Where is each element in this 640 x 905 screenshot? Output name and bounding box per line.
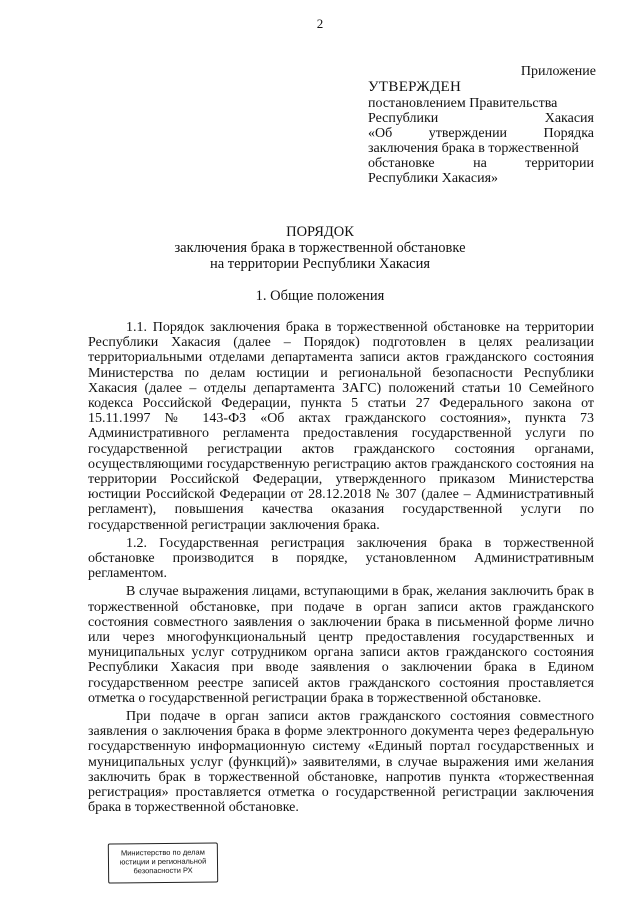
paragraph: 1.1. Порядок заключения брака в торжественной обстановке на территории Республики Хакасия (далее – Порядок) подготовлен в целях реализации территориальными отделами департамента записи актов гражданского состояния Министерства по делам юстиции и региональной безопасности Республики Хакасия (далее – отделы департамента ЗАГС) положений статьи 10 Семейного кодекса Российской Федерации, пункта 5 статьи 27 Федерального закона от 15.11.1997 № 143-ФЗ «Об актах гражданского состояния», пункта 73 Административного регламента предоставления государственной услуги по государственной регистрации актов гражданского состояния органами, осуществляющими государственную регистрацию актов гражданского состояния на территории Российской Федерации, утвержденного приказом Министерства юстиции Российской Федерации от 28.12.2018 № 307 (далее – Административный регламент), повышения качества оказания государственной услуги по государственной регистрации заключения брака.: [88, 320, 594, 533]
stamp-line: Министерство по делам: [120, 847, 205, 858]
approval-line: заключения брака в торжественной: [368, 141, 579, 156]
paragraph: При подаче в орган записи актов гражданского состояния совместного заявления о заключения брака в форме электронного документа через федеральную государственную информационную систему «Единый портал государственных и муниципальных услуг (функций)» заявителями, в случае выражения ими желания заключить брак в торжественной обстановке, напротив пункта «торжественная регистрация» проставляется отметка о государственной регистрации заключения брака в торжественной обстановке.: [88, 709, 594, 816]
approved-heading: УТВЕРЖДЕН: [368, 79, 462, 95]
approval-line: обстановке на территории: [368, 156, 594, 171]
document-body: [88, 320, 594, 816]
section-heading: 1. Общие положения: [255, 288, 385, 304]
stamp-line: безопасности РХ: [133, 865, 193, 876]
title-line: на территории Республики Хакасия: [209, 256, 431, 272]
approval-line: «Об утверждении Порядка: [368, 126, 594, 141]
paragraph: В случае выражения лицами, вступающими в брак, желания заключить брак в торжественной обстановке, при подаче в орган записи актов гражданского состояния совместного заявления о заключении брака в письменной форме лично или через многофункциональный центр предоставления государственных и муниципальных услуг сотрудником органа записи актов гражданского состояния Республики Хакасия при вводе заявления о заключении брака в Едином государственном реестре записей актов гражданского состояния проставляется отметка о государственной регистрации брака в торжественной обстановке.: [88, 584, 594, 706]
page-number: 2: [316, 16, 324, 31]
appendix-label: Приложение: [520, 64, 596, 79]
stamp-line: юстиции и региональной: [119, 856, 207, 867]
title-line: заключения брака в торжественной обстановке: [174, 240, 466, 256]
approval-line: Республики Хакасия»: [368, 171, 499, 186]
ministry-stamp: [108, 842, 218, 883]
approval-block: [368, 80, 594, 186]
document-title: [0, 224, 640, 272]
title-heading: ПОРЯДОК: [286, 224, 354, 240]
approval-line: Республики Хакасия: [368, 111, 594, 126]
approval-line: постановлением Правительства: [368, 96, 558, 111]
paragraph: 1.2. Государственная регистрация заключения брака в торжественной обстановке производится в порядке, установленном Административным регламентом.: [88, 535, 594, 582]
